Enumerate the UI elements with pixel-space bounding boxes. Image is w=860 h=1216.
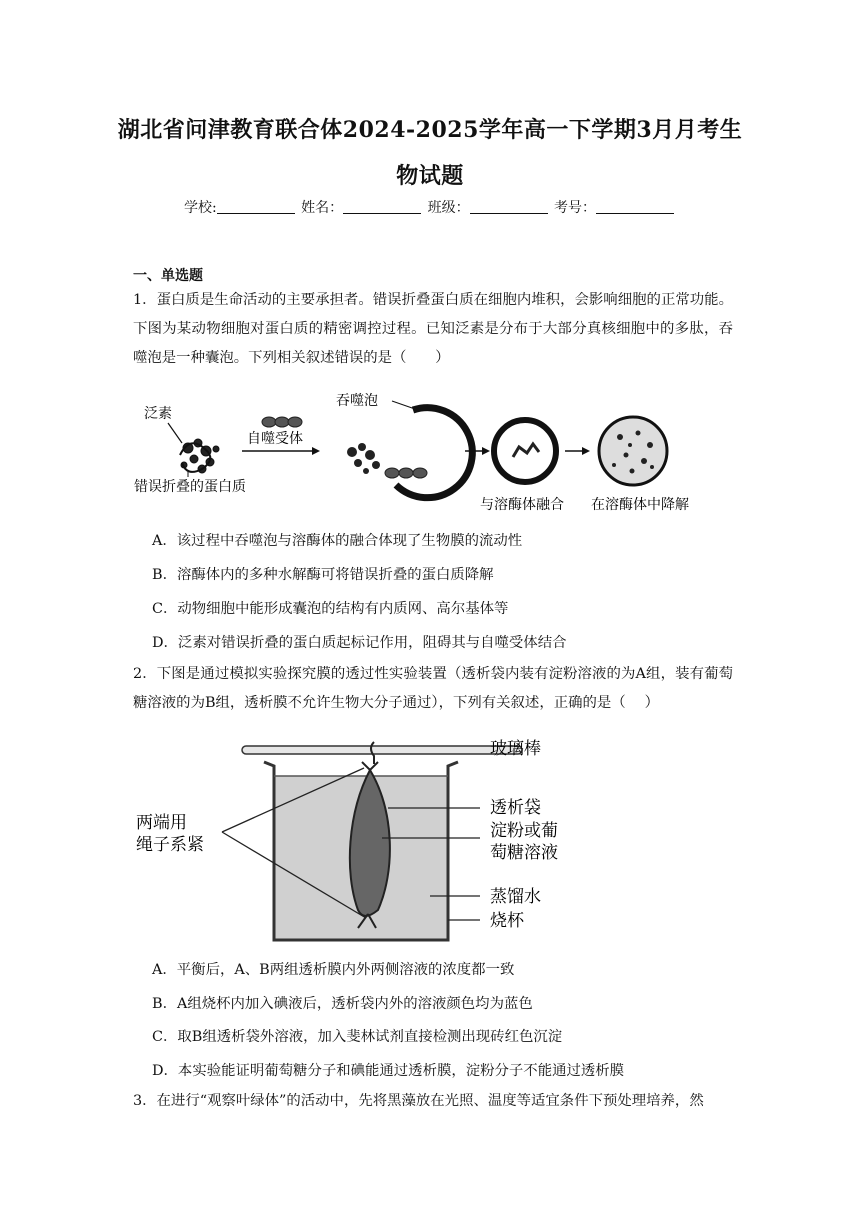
beaker-label: 烧杯 [490,911,524,931]
q2-option-a: A．平衡后，A、B两组透析膜内外两侧溶液的浓度都一致 [152,962,515,978]
q1-figure [130,385,730,520]
exam-no-label: 考号： [554,200,597,216]
phagophore-icon [396,408,472,498]
q1-option-d: D．泛素对错误折叠的蛋白质起标记作用，阻碍其与自噬受体结合 [152,635,567,651]
q1-option-c: C．动物细胞中能形成囊泡的结构有内质网、高尔基体等 [152,601,509,617]
distilled-water-label: 蒸馏水 [490,887,541,907]
solution-label-line2: 萄糖溶液 [490,843,558,863]
misfolded-protein-icon [180,439,219,473]
name-label: 姓名： [301,200,344,216]
q2-option-b: B．A组烧杯内加入碘液后，透析袋内外的溶液颜色均为蓝色 [152,996,533,1012]
school-blank [217,199,295,214]
phagophore-label: 吞噬泡 [336,393,378,409]
misfolded-protein-label: 错误折叠的蛋白质 [134,479,246,495]
class-label: 班级： [427,200,470,216]
autophagy-receptor-icon [262,417,302,427]
school-label: 学校: [183,200,217,216]
page-title-line1: 湖北省问津教育联合体2024-2025学年高一下学期3月月考生 [117,117,743,143]
fusion-label: 与溶酶体融合 [480,497,564,513]
glass-rod-icon [242,746,522,754]
ubiquitin-label: 泛素 [144,406,172,422]
solution-label-line1: 淀粉或葡 [490,821,558,841]
glass-rod-label: 玻璃棒 [490,739,541,759]
tie-label-line1: 两端用 [136,813,187,833]
q3-stem: 3．在进行“观察叶绿体”的活动中，先将黑藻放在光照、温度等适宜条件下预处理培养，然 [133,1093,704,1109]
tie-label-line2: 绳子系紧 [136,835,204,855]
lysosome-degradation-icon [599,417,667,485]
page-title-line2: 物试题 [396,163,464,189]
autophagy-receptor-label: 自噬受体 [247,431,303,447]
q2-option-c: C．取B组透析袋外溶液，加入斐林试剂直接检测出现砖红色沉淀 [152,1029,563,1045]
dialysis-bag-label: 透析袋 [490,798,541,818]
name-blank [343,199,421,214]
q2-stem: 2．下图是通过模拟实验探究膜的透过性实验装置（透析袋内装有淀粉溶液的为A组，装有葡萄糖溶液的为B组，透析膜不允许生物大分子通过），下列有关叙述，正确的是（ ） [133,666,733,711]
student-info-line [0,197,860,217]
q1-option-a: A．该过程中吞噬泡与溶酶体的融合体现了生物膜的流动性 [152,533,523,549]
exam-no-blank [596,199,674,214]
q1-stem: 1．蛋白质是生命活动的主要承担者。错误折叠蛋白质在细胞内堆积，会影响细胞的正常功能。下图为某动物细胞对蛋白质的精密调控过程。已知泛素是分布于大部分真核细胞中的多肽，吞噬泡是一种囊泡。下列相关叙述错误的是（ ） [133,292,733,366]
degradation-label: 在溶酶体中降解 [591,497,689,513]
section-heading: 一、单选题 [133,268,203,284]
q1-option-b: B．溶酶体内的多种水解酶可将错误折叠的蛋白质降解 [152,567,494,583]
q2-figure [130,732,630,947]
class-blank [470,199,548,214]
q2-option-d: D．本实验能证明葡萄糖分子和碘能通过透析膜，淀粉分子不能通过透析膜 [152,1063,625,1079]
